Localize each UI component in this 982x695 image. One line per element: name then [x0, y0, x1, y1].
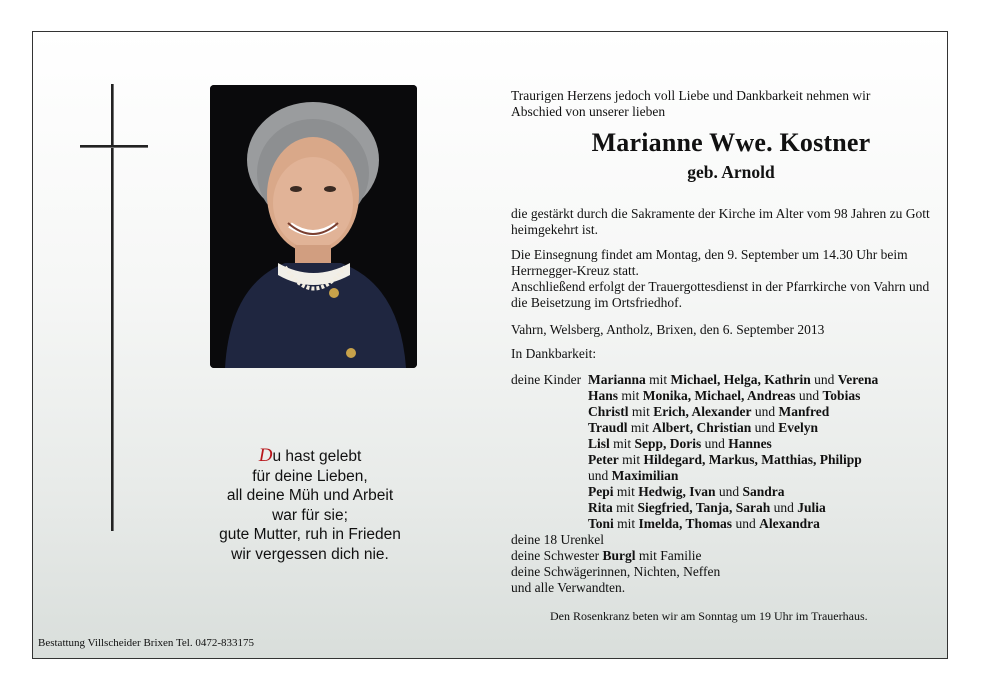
family-member-line	[588, 500, 826, 516]
family-member-line	[588, 388, 860, 404]
rosary-notice: Den Rosenkranz beten wir am Sonntag um 19 Uhr im Trauerhaus.	[550, 609, 868, 623]
family-connector: und	[751, 404, 779, 419]
cross-vertical-beam	[111, 84, 114, 531]
family-connector: und	[751, 420, 779, 435]
family-connector: mit	[609, 436, 635, 451]
family-connector: und	[732, 516, 760, 531]
family-member-name: Tobias	[822, 388, 861, 403]
family-member-name: Albert, Christian	[652, 420, 752, 435]
poem-line: gute Mutter, ruh in Frieden	[219, 526, 401, 543]
family-connector: mit	[618, 452, 644, 467]
sister-name: Burgl	[602, 548, 636, 563]
portrait-illustration	[210, 85, 417, 368]
relatives-line: und alle Verwandten.	[511, 580, 626, 595]
sister-prefix: deine Schwester	[511, 548, 603, 563]
family-member-name: Hannes	[728, 436, 772, 451]
family-member-name: Marianna	[588, 372, 646, 387]
family-member-name: Michael, Helga, Kathrin	[670, 372, 811, 387]
family-connector: und	[701, 436, 729, 451]
family-member-name: Maximilian	[611, 468, 679, 483]
poem-line: wir vergessen dich nie.	[231, 545, 389, 563]
sister-line	[511, 548, 701, 564]
cross-horizontal-beam	[80, 145, 148, 148]
family-member-name: Sandra	[742, 484, 785, 499]
gratitude-heading: In Dankbarkeit:	[511, 346, 597, 361]
family-member-name: Peter	[588, 452, 619, 467]
funeral-home-footer: Bestattung Villscheider Brixen Tel. 0472-833175	[38, 637, 254, 649]
family-member-name: Julia	[797, 500, 826, 515]
family-connector: mit	[645, 372, 671, 387]
deceased-name: Marianne Wwe. Kostner	[591, 128, 871, 157]
poem-line: für deine Lieben,	[252, 467, 368, 485]
family-member-name: Erich, Alexander	[653, 404, 752, 419]
family-member-line	[588, 468, 678, 484]
family-connector: und	[810, 372, 838, 387]
family-member-line	[588, 420, 818, 436]
family-connector: mit	[627, 420, 653, 435]
family-member-name: Hans	[588, 388, 619, 403]
family-member-name: Manfred	[778, 404, 830, 419]
family-member-name: Verena	[837, 372, 879, 387]
place-date: Vahrn, Welsberg, Antholz, Brixen, den 6. September 2013	[511, 322, 825, 337]
family-member-name: Evelyn	[778, 420, 819, 435]
family-connector: mit	[613, 484, 639, 499]
family-member-name: Imelda, Thomas	[638, 516, 733, 531]
intro-text: Traurigen Herzens jedoch voll Liebe und Dankbarkeit nehmen wir Abschied von unserer lieben	[511, 88, 871, 119]
birth-name: geb. Arnold	[687, 162, 775, 182]
family-member-name: Traudl	[588, 420, 628, 435]
poem-dropcap: D	[258, 445, 273, 466]
family-member-line	[588, 404, 829, 420]
family-member-name: Rita	[588, 500, 613, 515]
great-grandchildren: deine 18 Urenkel	[511, 532, 604, 547]
poem-first-line-rest: u hast gelebt	[272, 448, 362, 465]
family-member-name: Alexandra	[759, 516, 820, 531]
family-member-name: Toni	[588, 516, 614, 531]
family-connector: und	[795, 388, 823, 403]
poem-line: war für sie;	[272, 506, 348, 524]
family-member-name: Siegfried, Tanja, Sarah	[637, 500, 771, 515]
funeral-service-text: Anschließend erfolgt der Trauergottesdienst in der Pfarrkirche von Vahrn und die Beisetzung im Ortsfriedhof.	[511, 279, 930, 310]
family-member-line	[588, 484, 785, 500]
portrait-photo	[210, 85, 417, 368]
ceremony-paragraph	[511, 247, 931, 311]
memorial-poem	[200, 446, 420, 564]
blessing-text: Die Einsegnung findet am Montag, den 9. September um 14.30 Uhr beim Herrnegger-Kreuz statt.	[511, 247, 908, 278]
family-connector: mit	[612, 500, 638, 515]
family-connector: mit	[618, 388, 643, 403]
passing-paragraph: die gestärkt durch die Sakramente der Kirche im Alter vom 98 Jahren zu Gott heimgekehrt ist.	[511, 206, 930, 237]
family-member-name: Sepp, Doris	[634, 436, 702, 451]
family-member-name: Hedwig, Ivan	[638, 484, 716, 499]
poem-line: all deine Müh und Arbeit	[226, 487, 394, 504]
poem-line	[200, 446, 420, 467]
family-connector: mit	[613, 516, 639, 531]
family-member-name: Pepi	[588, 484, 614, 499]
family-connector: und	[715, 484, 743, 499]
family-member-line	[588, 372, 878, 388]
family-member-line	[588, 516, 820, 532]
family-member-name: Christl	[588, 404, 629, 419]
family-connector: und	[770, 500, 798, 515]
obituary-card	[32, 31, 948, 659]
family-member-name: Monika, Michael, Andreas	[642, 388, 796, 403]
family-connector: und	[588, 468, 612, 483]
family-member-line	[588, 436, 772, 452]
family-connector: mit	[628, 404, 654, 419]
family-member-name: Hildegard, Markus, Matthias, Philipp	[643, 452, 862, 467]
family-member-name: Lisl	[588, 436, 610, 451]
family-member-line	[588, 452, 862, 468]
children-prefix: deine Kinder	[511, 372, 582, 387]
in-laws-line: deine Schwägerinnen, Nichten, Neffen	[511, 564, 721, 579]
sister-suffix: mit Familie	[635, 548, 702, 563]
